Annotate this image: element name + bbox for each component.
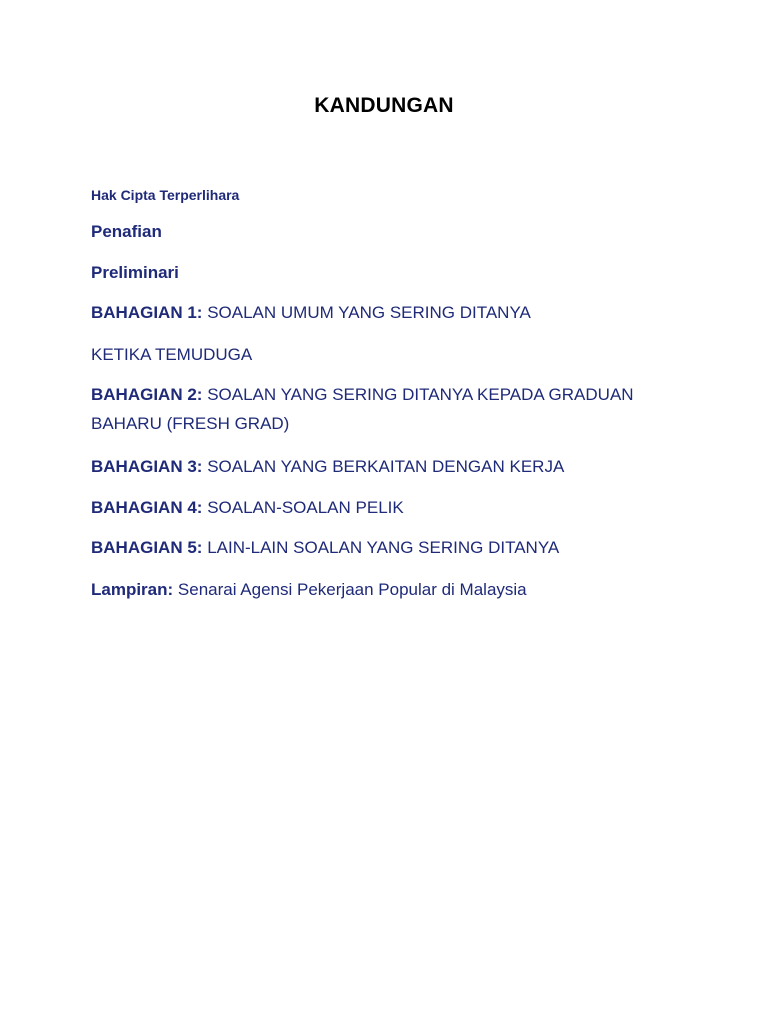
- toc-item-part-4: [91, 497, 404, 519]
- toc-item-copyright: Hak Cipta Terperlihara: [91, 187, 240, 203]
- toc-appendix-label: Lampiran:: [91, 580, 174, 599]
- toc-item-part-1: [91, 302, 531, 324]
- toc-part-4-label: BAHAGIAN 4:: [91, 498, 203, 517]
- toc-item-appendix: [91, 579, 527, 601]
- toc-part-1-continuation: KETIKA TEMUDUGA: [91, 345, 253, 364]
- toc-part-2-text: SOALAN YANG SERING DITANYA KEPADA GRADUAN: [207, 385, 634, 404]
- toc-part-4-text: SOALAN-SOALAN PELIK: [207, 498, 404, 517]
- toc-part-1-label: BAHAGIAN 1:: [91, 303, 203, 322]
- toc-part-1-text: SOALAN UMUM YANG SERING DITANYA: [207, 303, 531, 322]
- toc-part-5-text: LAIN-LAIN SOALAN YANG SERING DITANYA: [207, 538, 560, 557]
- toc-part-3-text: SOALAN YANG BERKAITAN DENGAN KERJA: [207, 457, 565, 476]
- toc-appendix-text: Senarai Agensi Pekerjaan Popular di Malaysia: [177, 580, 527, 599]
- toc-item-preliminary: Preliminari: [91, 263, 179, 282]
- toc-item-part-3: [91, 456, 564, 478]
- toc-part-5-label: BAHAGIAN 5:: [91, 538, 203, 557]
- page-title: KANDUNGAN: [314, 94, 454, 117]
- toc-item-disclaimer: Penafian: [91, 222, 162, 241]
- toc-item-part-2: [91, 384, 634, 406]
- toc-part-2-continuation: BAHARU (FRESH GRAD): [91, 414, 290, 433]
- toc-item-part-5: [91, 537, 559, 559]
- toc-part-3-label: BAHAGIAN 3:: [91, 457, 203, 476]
- toc-part-2-label: BAHAGIAN 2:: [91, 385, 203, 404]
